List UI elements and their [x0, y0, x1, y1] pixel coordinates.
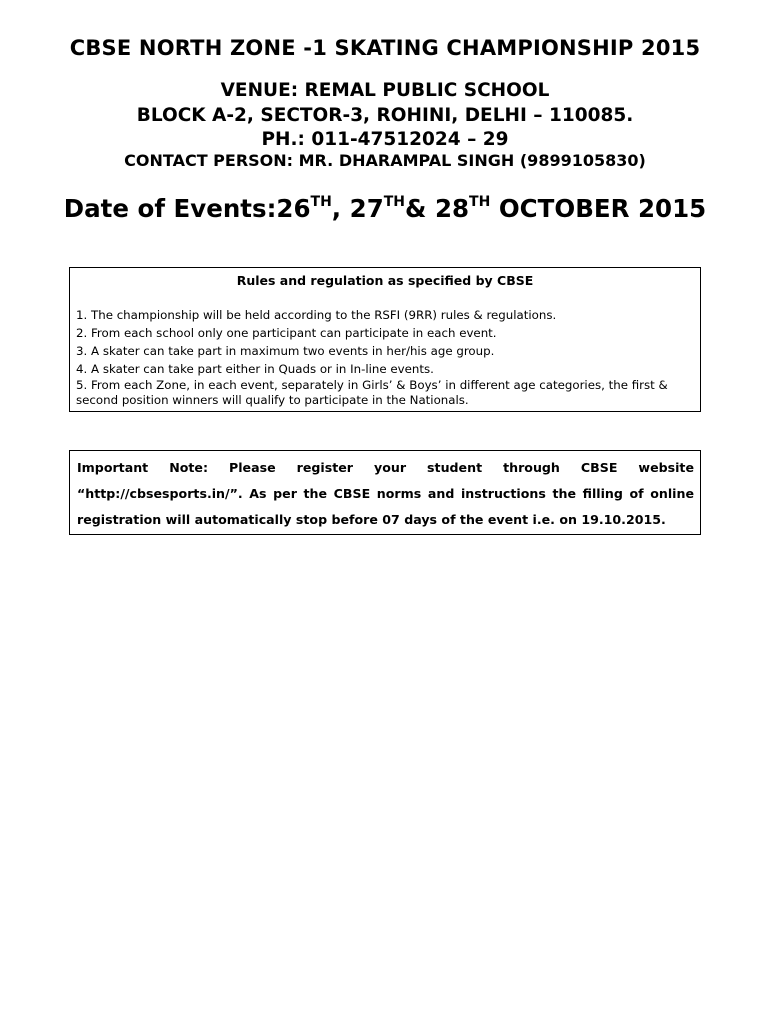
venue-line: VENUE: REMAL PUBLIC SCHOOL: [220, 80, 550, 101]
dates-month-year: OCTOBER 2015: [490, 194, 707, 223]
rule-item: 1. The championship will be held according to the RSFI (9RR) rules & regulations.: [76, 308, 557, 322]
date-separator-2: &: [405, 194, 435, 223]
rule-item: 4. A skater can take part either in Quads or in In-line events.: [76, 362, 434, 376]
rule-item: 2. From each school only one participant can participate in each event.: [76, 326, 497, 340]
rules-list: [76, 306, 696, 408]
date-suffix-3: TH: [469, 194, 491, 210]
date-suffix-1: TH: [310, 194, 332, 210]
event-dates: [0, 194, 770, 223]
contact-person-line: CONTACT PERSON: MR. DHARAMPAL SINGH (9899105830): [124, 151, 646, 170]
page-title: CBSE NORTH ZONE -1 SKATING CHAMPIONSHIP 2015: [69, 36, 701, 60]
dates-prefix: Date of Events:: [63, 194, 277, 223]
date-day-1: 26: [276, 194, 311, 223]
important-note-box: [69, 450, 701, 535]
important-note-text: Important Note: Please register your student through CBSE website “http://cbsesports.in/”. As per the CBSE norms and instructions the filling of online registration will automatically stop before 07 days of the event i.e. on 19.10.2015.: [77, 460, 694, 527]
rule-item: 5. From each Zone, in each event, separately in Girls’ & Boys’ in different age categories, the first & second position winners will qualify to participate in the Nationals.: [76, 378, 668, 407]
rules-heading: Rules and regulation as specified by CBSE: [236, 273, 534, 288]
date-day-2: 27: [349, 194, 384, 223]
address-line: BLOCK A-2, SECTOR-3, ROHINI, DELHI – 110085.: [136, 105, 634, 126]
date-day-3: 28: [434, 194, 470, 223]
rule-item: 3. A skater can take part in maximum two events in her/his age group.: [76, 344, 495, 358]
date-suffix-2: TH: [383, 194, 406, 210]
phone-line: PH.: 011-47512024 – 29: [261, 129, 509, 150]
rules-box: [69, 267, 701, 412]
date-separator-1: ,: [331, 194, 350, 223]
